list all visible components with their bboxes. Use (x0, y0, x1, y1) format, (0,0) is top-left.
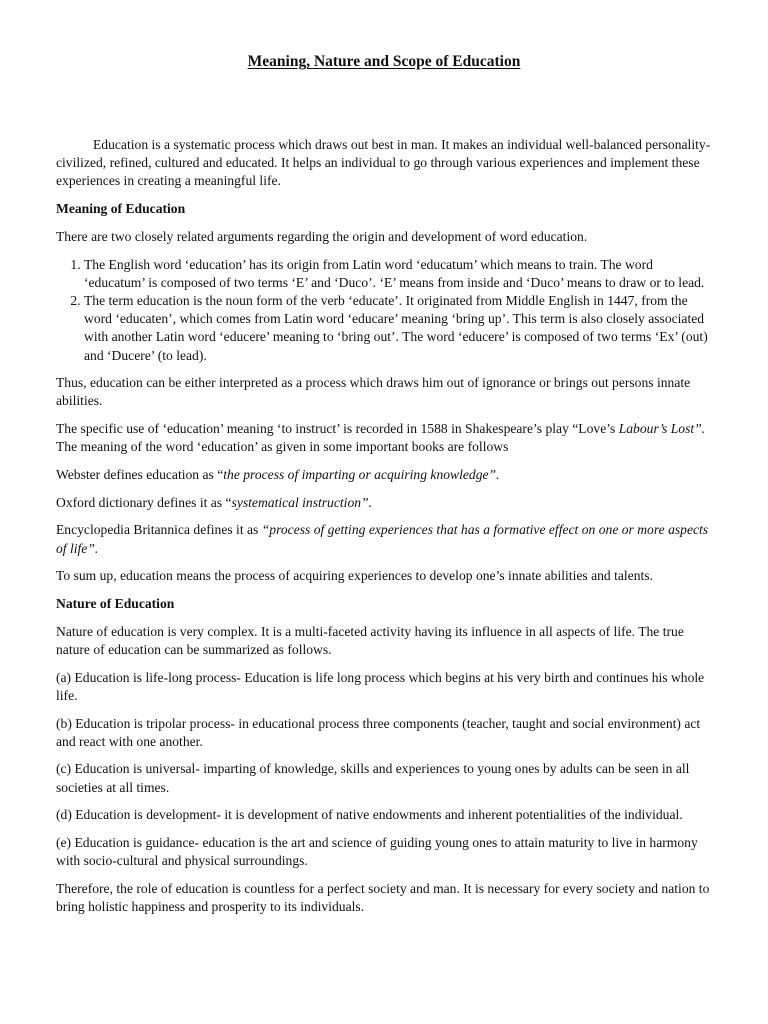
nature-point-c: (c) Education is universal- imparting of knowledge, skills and experiences to young ones by adults can be seen in all societies at all times. (56, 761, 690, 795)
britannica-definition (56, 521, 717, 557)
nature-point-a: (a) Education is life-long process- Education is life long process which begins at his very birth and continues his whole life. (56, 669, 705, 703)
nature-lead-paragraph: Nature of education is very complex. It is a multi-faceted activity having its influence in all aspects of life. The true nature of education can be summarized as follows. (56, 623, 684, 657)
webster-lead: Webster defines education as “ (56, 467, 224, 483)
conclusion-paragraph: Therefore, the role of education is countless for a perfect society and man. It is necessary for every society and nation to bring holistic happiness and prosperity to its individuals. (56, 881, 710, 915)
shakespeare-text-end: The meaning of the word ‘education’ as given in some important books are follows (56, 439, 509, 455)
sum-up-paragraph: To sum up, education means the process of acquiring experiences to develop one’s innate abilities and talents. (56, 568, 653, 584)
origin-list (56, 256, 717, 365)
britannica-quote: “process of getting experiences that has a formative effect on one or more aspects of life”. (56, 522, 709, 556)
webster-definition (56, 466, 717, 484)
oxford-lead: Oxford dictionary defines it as “ (56, 494, 232, 510)
thus-paragraph: Thus, education can be either interpreted as a process which draws him out of ignorance or brings out persons innate abilities. (56, 375, 691, 409)
shakespeare-text-start: The specific use of ‘education’ meaning ‘to instruct’ is recorded in 1588 in Shakespeare’s play “Love’s (56, 421, 619, 437)
oxford-definition (56, 494, 717, 512)
list-item: 2. The term education is the noun form of the verb ‘educate’. It originated from Middle English in 1447, from the word ‘educaten’, which comes from Latin word ‘educare’ meaning ‘bring up’. This term is also closely associated with another Latin word ‘educere’ meaning to ‘bring out’. The word ‘educere’ is composed of two terms ‘Ex’ (out) and ‘Ducere’ (to lead). (84, 292, 717, 365)
nature-point-d: (d) Education is development- it is development of native endowments and inherent potentialities of the individual. (56, 807, 683, 823)
britannica-lead: Encyclopedia Britannica defines it as (56, 522, 262, 538)
section-heading-nature: Nature of Education (56, 596, 175, 612)
meaning-lead-paragraph: There are two closely related arguments regarding the origin and development of word education. (56, 228, 588, 244)
webster-quote: the process of imparting or acquiring knowledge”. (223, 467, 500, 483)
play-title-italic: Labour’s Lost”. (618, 421, 706, 437)
section-heading-meaning: Meaning of Education (56, 201, 186, 217)
list-item: 1. The English word ‘education’ has its origin from Latin word ‘educatum’ which means to train. The word ‘educatum’ is composed of two terms ‘E’ and ‘Duco’. ‘E’ means from inside and ‘Duco’ means to draw or to lead. (84, 256, 717, 292)
document-body (56, 136, 717, 926)
nature-point-b: (b) Education is tripolar process- in educational process three components (teacher, taught and social environment) act and react with one another. (56, 715, 701, 749)
shakespeare-paragraph (56, 420, 717, 456)
oxford-quote: systematical instruction”. (231, 494, 372, 510)
intro-paragraph: Education is a systematic process which draws out best in man. It makes an individual well-balanced personality- civilized, refined, cultured and educated. It helps an individual to go through various experiences and implement these experiences in creating a meaningful life. (56, 137, 711, 189)
page-title: Meaning, Nature and Scope of Education (247, 53, 521, 70)
nature-point-e: (e) Education is guidance- education is the art and science of guiding young ones to attain maturity to live in harmony with socio-cultural and physical surroundings. (56, 835, 698, 869)
